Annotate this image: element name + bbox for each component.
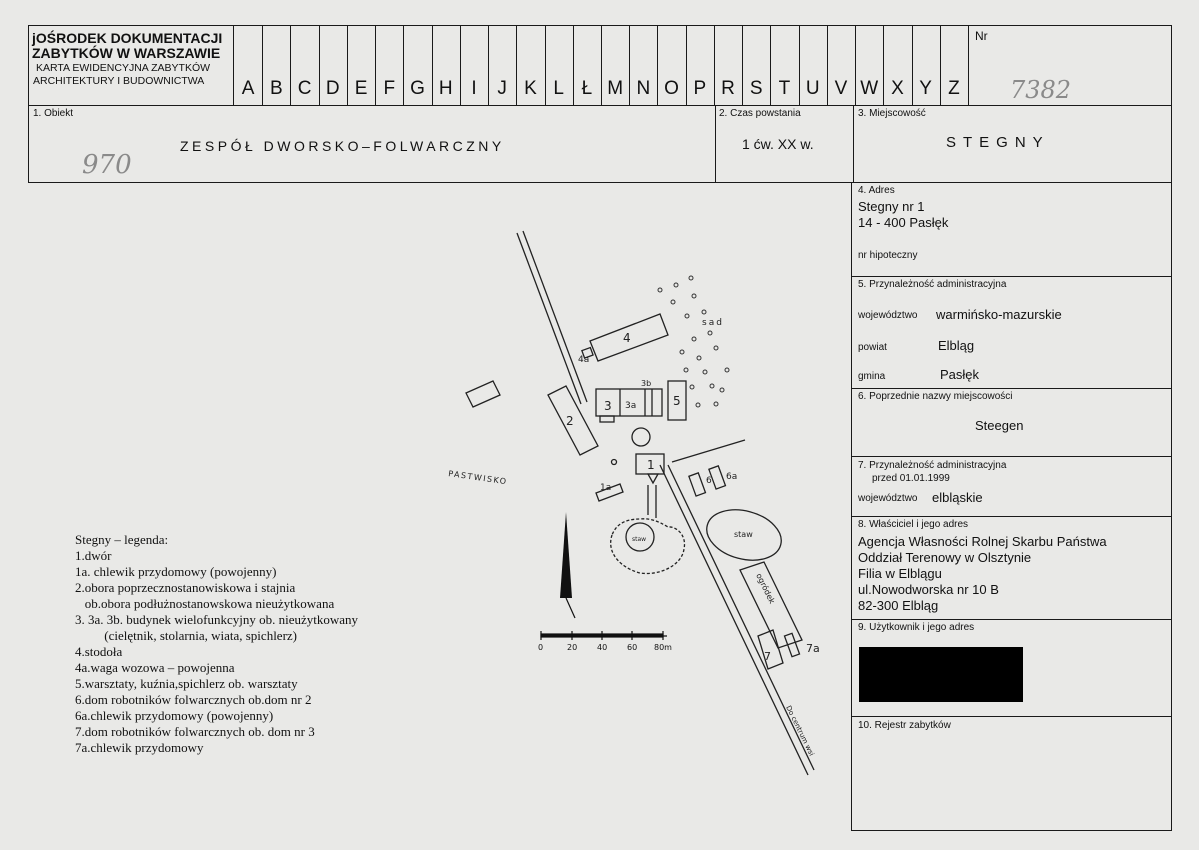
- institution-name: jOŚRODEK DOKUMENTACJI: [32, 30, 223, 46]
- przynaleznosc-przed-sub: przed 01.01.1999: [872, 473, 950, 484]
- scale-tick: 20: [567, 643, 578, 652]
- letter-cell: Y: [919, 78, 932, 99]
- label-road: Do centrum wsi: [784, 704, 816, 758]
- legend-item: 1.dwór: [75, 548, 112, 563]
- legend-item: 7.dom robotników folwarcznych ob. dom nr 3: [75, 724, 315, 739]
- letter-cell: I: [471, 78, 477, 99]
- obiekt-label: 1. Obiekt: [33, 108, 74, 119]
- label-sad: sad: [702, 318, 724, 328]
- poprzednie-label: 6. Poprzednie nazwy miejscowości: [858, 391, 1013, 402]
- label-staw: staw: [734, 530, 753, 539]
- label-6a: 6a: [726, 472, 738, 482]
- wojewodztwo-przed-value: elbląskie: [932, 490, 983, 505]
- scale-tick: 60: [627, 643, 638, 652]
- road-line: [517, 233, 581, 404]
- gmina-label: gmina: [858, 371, 886, 382]
- rejestr-label: 10. Rejestr zabytków: [858, 720, 951, 731]
- institution-name-line2: ZABYTKÓW W WARSZAWIE: [32, 45, 221, 61]
- letter-cell: K: [524, 78, 537, 99]
- letter-cell: W: [860, 78, 879, 99]
- letter-cell: U: [805, 78, 820, 99]
- label-ogrodek: ogródek: [754, 571, 777, 606]
- letter-cell: A: [241, 78, 255, 99]
- nr-label: Nr: [975, 29, 988, 43]
- orchard: [658, 276, 729, 407]
- letter-cell: C: [297, 78, 312, 99]
- wlasciciel-line: Oddział Terenowy w Olsztynie: [858, 550, 1032, 565]
- wlasciciel-label: 8. Właściciel i jego adres: [858, 519, 969, 530]
- czas-value: 1 ćw. XX w.: [742, 136, 814, 152]
- label-2: 2: [566, 414, 574, 428]
- letter-cell: Ł: [581, 78, 593, 99]
- uzytkownik-label: 9. Użytkownik i jego adres: [858, 622, 975, 633]
- letter-cell: G: [410, 78, 425, 99]
- card-title-line2: ARCHITEKTURY I BUDOWNICTWA: [33, 75, 205, 87]
- przynaleznosc-przed-label: 7. Przynależność administracyjna: [858, 460, 1007, 471]
- letter-cell: V: [834, 78, 848, 99]
- wlasciciel-line: Filia w Elblągu: [858, 566, 942, 581]
- legend-item: 1a. chlewik przydomowy (powojenny): [75, 564, 277, 579]
- label-5: 5: [673, 394, 681, 408]
- letter-cell: B: [269, 78, 283, 99]
- gmina-value: Pasłęk: [940, 367, 980, 382]
- legend-item: ob.obora podłużnostanowskowa nieużytkowana: [75, 596, 335, 611]
- legend-item: 2.obora poprzecznostanowiskowa i stajnia: [75, 580, 296, 595]
- letter-cell: R: [721, 78, 735, 99]
- legend-title: Stegny – legenda:: [75, 532, 169, 547]
- legend-item: 6.dom robotników folwarcznych ob.dom nr 2: [75, 692, 312, 707]
- letter-cell: Z: [948, 78, 960, 99]
- road-line: [660, 465, 808, 775]
- legend-item: 3. 3a. 3b. budynek wielofunkcyjny ob. nieużytkowany: [75, 612, 359, 627]
- letter-cell: P: [693, 78, 707, 99]
- legend-item: 5.warsztaty, kuźnia,spichlerz ob. warsztaty: [75, 676, 298, 691]
- letter-cell: J: [497, 78, 507, 99]
- label-7: 7: [764, 650, 771, 663]
- adres-line2: 14 - 400 Pasłęk: [858, 215, 949, 230]
- czas-label: 2. Czas powstania: [719, 108, 801, 119]
- obiekt-value: ZESPÓŁ DWORSKO–FOLWARCZNY: [180, 138, 505, 154]
- powiat-value: Elbląg: [938, 338, 975, 353]
- hipoteczny-label: nr hipoteczny: [858, 250, 918, 261]
- letter-cell: M: [607, 78, 624, 99]
- wojewodztwo-przed-label: województwo: [858, 493, 918, 504]
- scale-tick: 40: [597, 643, 608, 652]
- obiekt-handwritten: 970: [82, 150, 132, 180]
- label-6: 6: [706, 476, 712, 486]
- wlasciciel-line: 82-300 Elbląg: [858, 598, 939, 613]
- letter-cell: O: [664, 78, 679, 99]
- letter-cell: S: [749, 78, 763, 99]
- label-staw-small: staw: [632, 536, 647, 543]
- legend-item: 7a.chlewik przydomowy: [75, 740, 204, 755]
- letter-cell: H: [438, 78, 453, 99]
- powiat-label: powiat: [858, 342, 887, 353]
- wlasciciel-line: Agencja Własności Rolnej Skarbu Państwa: [858, 534, 1107, 549]
- label-4: 4: [623, 331, 631, 345]
- adres-label: 4. Adres: [858, 185, 895, 196]
- legend-item: 4.stodoła: [75, 644, 123, 659]
- letter-cell: N: [636, 78, 651, 99]
- card-title: KARTA EWIDENCYJNA ZABYTKÓW: [36, 62, 211, 74]
- label-7a: 7a: [806, 642, 820, 655]
- label-pastwisko: PASTWISKO: [447, 469, 509, 487]
- poprzednie-value: Steegen: [975, 418, 1024, 433]
- wojewodztwo-label: województwo: [858, 310, 918, 321]
- letter-cell: E: [354, 78, 368, 99]
- legend-item: 4a.waga wozowa – powojenna: [75, 660, 235, 675]
- road-line: [523, 231, 590, 402]
- adres-line1: Stegny nr 1: [858, 199, 925, 214]
- road-line: [668, 465, 814, 770]
- label-3a: 3a: [625, 401, 637, 411]
- wojewodztwo-value: warmińsko-mazurskie: [936, 307, 1062, 322]
- letter-cell: F: [383, 78, 396, 99]
- scale-tick: 0: [538, 643, 544, 652]
- north-arrow: [560, 512, 572, 598]
- label-3: 3: [604, 399, 612, 413]
- building-unlabeled: [466, 381, 500, 407]
- label-3b: 3b: [641, 379, 652, 388]
- letter-cell: X: [891, 78, 904, 99]
- nr-value: 7382: [1010, 76, 1072, 104]
- scale-tick: 80m: [654, 643, 672, 652]
- letter-cell: T: [778, 78, 791, 99]
- legend-item: (cielętnik, stolarnia, wiata, spichlerz): [75, 628, 298, 643]
- legend-item: 6a.chlewik przydomowy (powojenny): [75, 708, 274, 723]
- letter-cell: L: [553, 78, 564, 99]
- label-1a: 1a: [600, 483, 612, 493]
- wlasciciel-line: ul.Nowodworska nr 10 B: [858, 582, 999, 597]
- letter-cell: D: [325, 78, 340, 99]
- miejscowosc-value: STEGNY: [946, 134, 1050, 151]
- building-6: [689, 473, 706, 496]
- przynaleznosc-label: 5. Przynależność administracyjna: [858, 279, 1007, 290]
- label-4a: 4a: [578, 355, 590, 365]
- miejscowosc-label: 3. Miejscowość: [858, 108, 926, 119]
- scale-bar: [541, 631, 667, 640]
- label-1: 1: [647, 458, 655, 472]
